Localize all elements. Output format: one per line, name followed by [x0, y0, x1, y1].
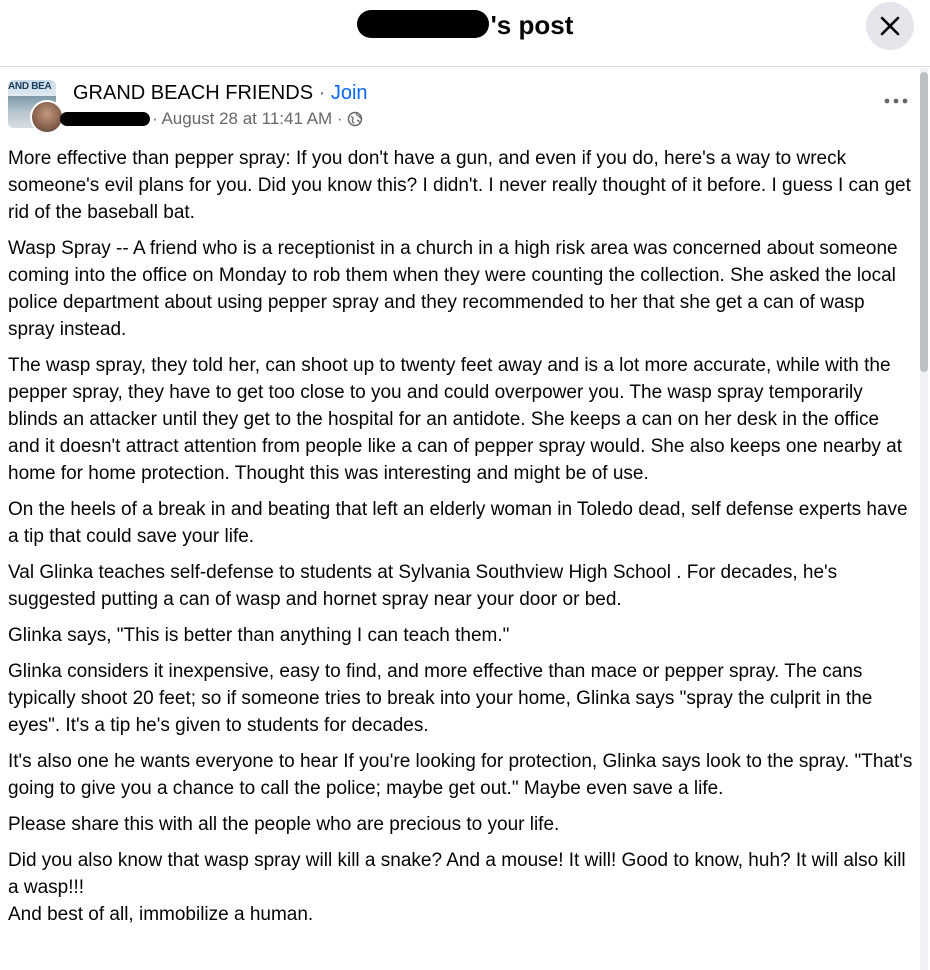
dialog-title: [0, 10, 930, 41]
post-paragraph: On the heels of a break in and beating that left an elderly woman in Toledo dead, self defense experts have a tip that could save your life.: [8, 499, 908, 547]
post-paragraph: Glinka considers it inexpensive, easy to find, and more effective than mace or pepper spray. The cans typically shoot 20 feet; so if someone tries to break into your home, Glinka says "spray the culprit in the eyes". It's a tip he's given to students for decades.: [8, 661, 873, 736]
separator: ·: [318, 82, 326, 104]
post-line: Did you also know that wasp spray will kill a snake? And a mouse! It will! Good to know, huh? It will also kill a wasp!!!: [8, 850, 906, 898]
dialog-title-suffix: 's post: [490, 10, 574, 40]
join-link[interactable]: Join: [330, 82, 368, 104]
globe-icon[interactable]: [347, 111, 363, 127]
post-paragraph-last: [8, 847, 914, 928]
group-name-link[interactable]: GRAND BEACH FRIENDS: [73, 82, 314, 104]
close-button[interactable]: [866, 2, 914, 50]
post-paragraph: Wasp Spray -- A friend who is a receptionist in a church in a high risk area was concerned about someone coming into the office on Monday to rob them when they were counting the collection. She asked the local police department about using pepper spray and they recommended to her that she get a can of wasp spray instead.: [8, 238, 898, 340]
group-line: [73, 81, 368, 105]
redacted-author-name: [357, 10, 489, 38]
post-dialog-header: [0, 0, 930, 67]
redacted-author: [60, 112, 150, 126]
more-options-button[interactable]: [880, 89, 912, 113]
post-meta: [60, 108, 363, 130]
post-paragraph: More effective than pepper spray: If you don't have a gun, and even if you do, here's a way to wreck someone's evil plans for you. Did you know this? I didn't. I never really thought of it before. I guess I can get rid of the baseball bat.: [8, 148, 911, 223]
post: [0, 67, 918, 970]
close-icon: [879, 15, 901, 37]
post-paragraph: The wasp spray, they told her, can shoot up to twenty feet away and is a lot more accurate, while with the pepper spray, they have to get too close to you and could overpower you. The wasp spray temporarily blinds an attacker until they get to the hospital for an antidote. She keeps a can on her desk in the office and it doesn't attract attention from people like a can of pepper spray would. She also keeps one nearby at home for home protection. Thought this was interesting and might be of use.: [8, 355, 903, 484]
post-paragraph: Val Glinka teaches self-defense to students at Sylvania Southview High School . For decades, he's suggested putting a can of wasp and hornet spray near your door or bed.: [8, 562, 838, 610]
post-avatars: [8, 80, 60, 132]
scrollbar-thumb[interactable]: [920, 72, 928, 372]
post-line: And best of all, immobilize a human.: [8, 904, 314, 925]
post-date-link[interactable]: · August 28 at 11:41 AM ·: [152, 109, 343, 128]
post-paragraph: Glinka says, "This is better than anything I can teach them.": [8, 625, 510, 646]
post-body: [8, 145, 914, 928]
post-paragraph: It's also one he wants everyone to hear If you're looking for protection, Glinka says look to the spray. "That's going to give you a chance to call the police; maybe get out." Maybe even save a life.: [8, 751, 913, 799]
scrollbar[interactable]: [920, 68, 928, 970]
more-icon: [884, 98, 908, 104]
post-paragraph: Please share this with all the people who are precious to your life.: [8, 814, 560, 835]
author-avatar[interactable]: [30, 100, 64, 134]
group-avatar-text: AND BEA: [8, 81, 52, 92]
